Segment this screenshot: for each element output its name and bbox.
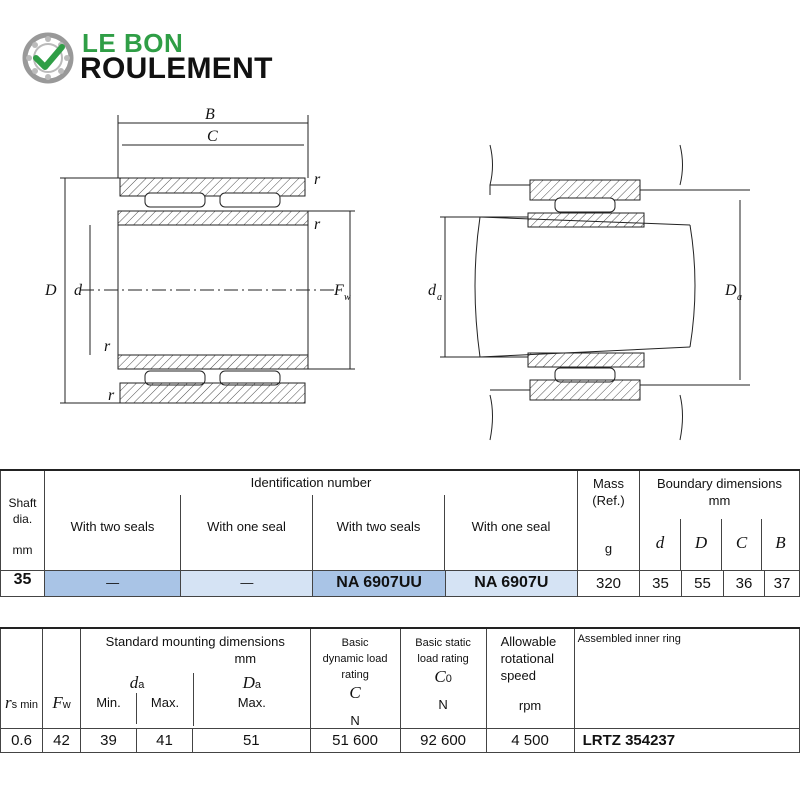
header-dynamic-unit: N	[350, 713, 360, 728]
header-dynamic-sym: C	[349, 683, 361, 702]
header-inner-ring: Assembled inner ring	[577, 633, 681, 645]
row-dynamic-load: 51 600	[310, 729, 400, 753]
bearing-spec-table	[0, 469, 800, 597]
bearing-technical-drawing	[0, 95, 800, 455]
row-static-load: 92 600	[400, 729, 486, 753]
row-rsmin: 0.6	[1, 729, 43, 753]
logo-text-bottom: ROULEMENT	[80, 52, 273, 85]
row-shaft: 35	[1, 571, 45, 597]
header-one-seal-1: With one seal	[181, 495, 313, 570]
header-shaft-unit: mm	[12, 543, 33, 557]
header-two-seals-1: With two seals	[45, 495, 181, 570]
header-speed-unit: rpm	[518, 698, 542, 713]
bearing-check-icon	[22, 32, 74, 84]
header-da-min: Min.	[81, 693, 137, 724]
row-inner-ring: LRTZ 354237	[574, 729, 799, 753]
header-boundary: Boundary dimensions	[656, 476, 783, 491]
header-Da-max: Max.	[237, 695, 266, 710]
header-Da: Da	[242, 673, 261, 692]
header-static-load: Basic static load rating	[415, 637, 471, 665]
header-da-max: Max.	[150, 695, 180, 710]
row-one-seal-1: —	[181, 571, 313, 597]
label-D: D	[45, 282, 57, 299]
row-speed: 4 500	[486, 729, 574, 753]
header-shaft-dia: Shaft dia.	[8, 496, 37, 526]
label-r-2: r	[314, 216, 321, 233]
row-C: 36	[724, 571, 765, 597]
header-Fw: Fw	[52, 693, 71, 712]
brand-logo	[22, 28, 302, 88]
header-C: C	[722, 519, 762, 570]
row-mass: 320	[578, 571, 640, 597]
row-two-seals-2: NA 6907UU	[313, 571, 445, 597]
header-B: B	[775, 533, 786, 552]
bearing-section-left	[60, 115, 355, 403]
header-D: D	[681, 519, 722, 570]
header-two-seals-2: With two seals	[313, 495, 445, 570]
label-Fw-sub: w	[344, 292, 351, 303]
label-Da: D	[725, 282, 737, 299]
row-D: 55	[682, 571, 724, 597]
header-one-seal-2: With one seal	[471, 519, 551, 534]
row-Da-max: 51	[193, 729, 311, 753]
row-Fw: 42	[43, 729, 81, 753]
row-one-seal-2: NA 6907U	[445, 571, 577, 597]
row-two-seals-1: —	[45, 571, 181, 597]
bearing-mounted-right	[440, 145, 750, 440]
header-std-unit: mm	[234, 651, 257, 666]
label-r-4: r	[108, 387, 115, 404]
row-da-max: 41	[137, 729, 193, 753]
header-static-unit: N	[438, 697, 448, 712]
mounting-spec-table	[0, 627, 800, 753]
header-da: da	[129, 673, 145, 692]
label-r-1: r	[314, 171, 321, 188]
label-da: d	[428, 282, 436, 299]
header-identification: Identification number	[250, 475, 372, 490]
row-d: 35	[640, 571, 682, 597]
header-boundary-unit: mm	[708, 493, 731, 508]
header-std-mount: Standard mounting dimensions	[105, 634, 285, 649]
logo-text-top: LE BON	[82, 28, 184, 58]
label-B: B	[205, 106, 215, 123]
row-B: 37	[765, 571, 800, 597]
header-static-sym: C0	[434, 667, 452, 686]
label-d: d	[74, 282, 82, 299]
header-dynamic-load: Basic dynamic load rating	[322, 637, 388, 681]
label-da-sub: a	[437, 292, 442, 303]
header-d: d	[640, 519, 681, 570]
label-Fw: F	[334, 282, 344, 299]
label-C: C	[207, 128, 218, 145]
header-mass: Mass (Ref.)	[592, 476, 625, 508]
header-mass-unit: g	[604, 541, 613, 556]
row-da-min: 39	[81, 729, 137, 753]
label-Da-sub: a	[737, 292, 742, 303]
header-speed: Allowable rotational speed	[500, 634, 557, 683]
label-r-3: r	[104, 338, 111, 355]
header-rsmin: rs min	[5, 693, 38, 712]
